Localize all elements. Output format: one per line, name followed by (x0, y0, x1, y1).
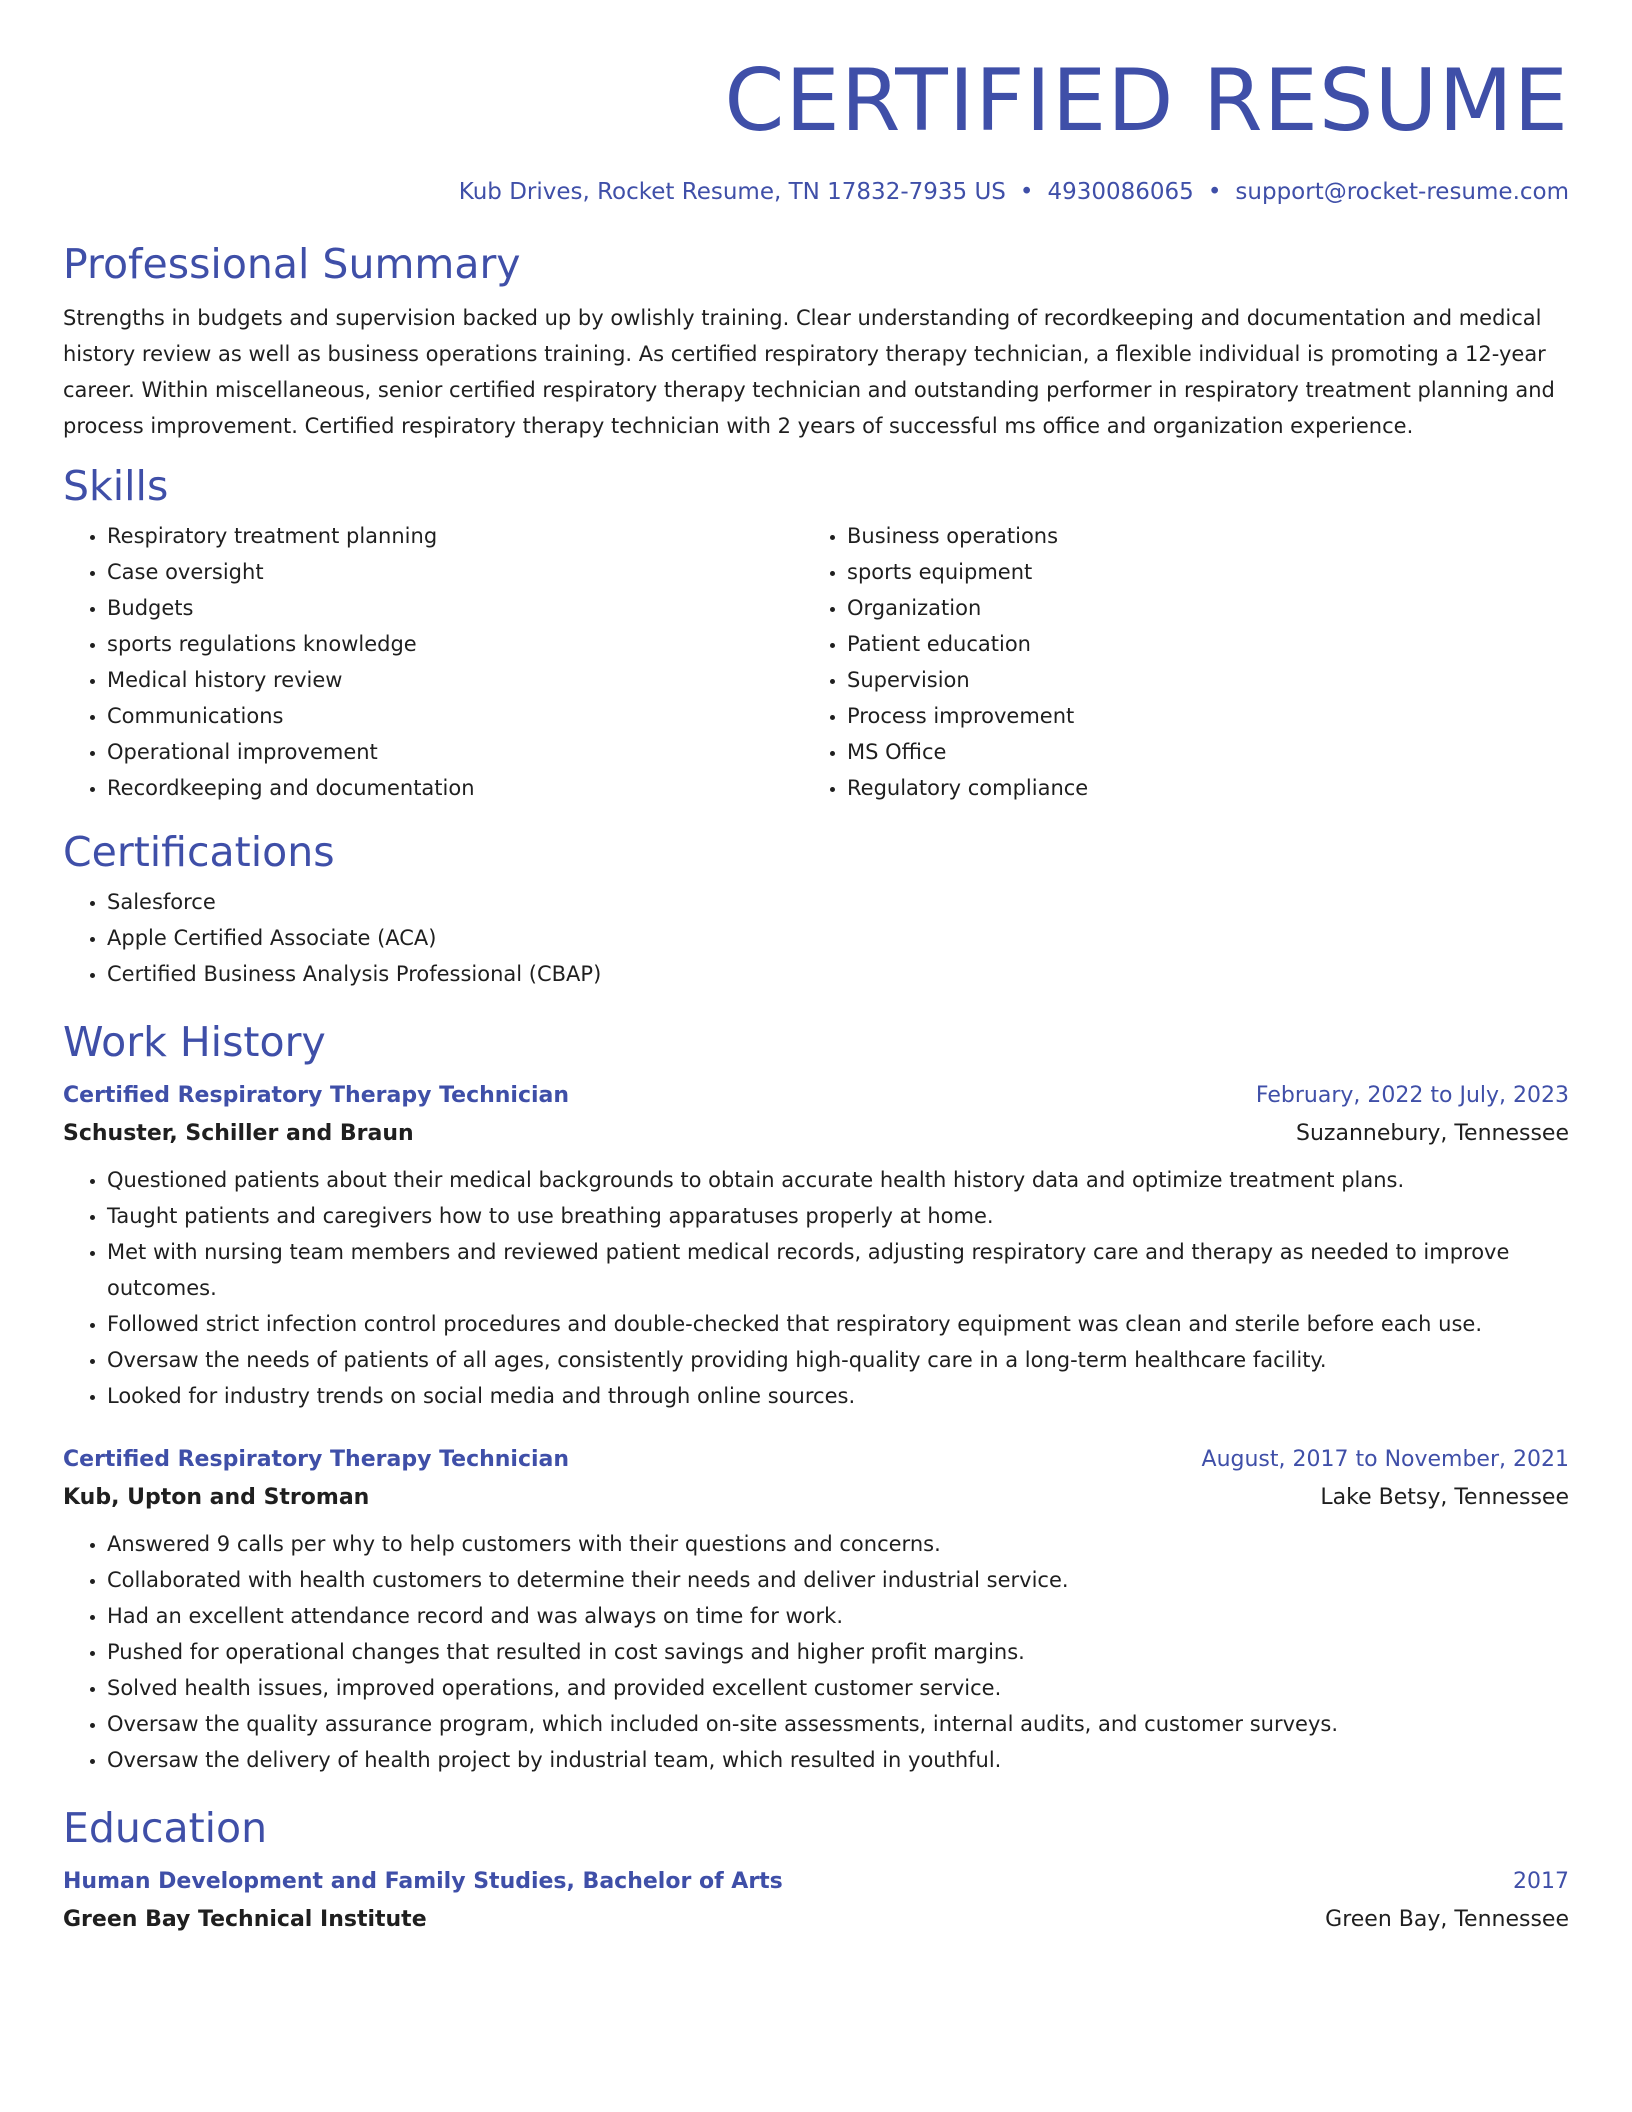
skill-item: • Case oversight (107, 554, 803, 590)
job-bullet: • Oversaw the needs of patients of all ages, consistently providing high-quality care in a long-term healthcare facility. (107, 1342, 1569, 1378)
job-title: Certified Respiratory Therapy Technician (63, 1083, 570, 1108)
education-school: Green Bay Technical Institute (63, 1907, 427, 1932)
skills-section (63, 462, 1569, 806)
work-history-section (63, 1018, 1569, 1778)
skill-item: • MS Office (847, 734, 1543, 770)
job-bullet: • Questioned patients about their medical backgrounds to obtain accurate health history data and optimize treatment plans. (107, 1162, 1569, 1198)
job-bullet: • Answered 9 calls per why to help customers with their questions and concerns. (107, 1526, 1569, 1562)
summary-section (63, 240, 1569, 444)
skill-item: • Respiratory treatment planning (107, 518, 803, 554)
job-bullets (63, 1526, 1569, 1778)
job-bullet: • Followed strict infection control procedures and double-checked that respiratory equipment was clean and sterile before each use. (107, 1306, 1569, 1342)
job-entry (63, 1080, 1569, 1414)
certifications-section (63, 828, 1569, 992)
job-company: Kub, Upton and Stroman (63, 1485, 370, 1510)
skill-item: • Operational improvement (107, 734, 803, 770)
skill-item: • Business operations (847, 518, 1543, 554)
job-bullet: • Looked for industry trends on social media and through online sources. (107, 1378, 1569, 1414)
contact-separator: • (1207, 179, 1222, 205)
skill-item: • Supervision (847, 662, 1543, 698)
skill-item: • Process improvement (847, 698, 1543, 734)
education-year: 2017 (1513, 1869, 1569, 1894)
resume-title: CERTIFIED RESUME (724, 51, 1569, 151)
skill-item: • sports equipment (847, 554, 1543, 590)
skill-item: • Regulatory compliance (847, 770, 1543, 806)
skills-columns (63, 518, 1569, 806)
skill-item: • Budgets (107, 590, 803, 626)
skill-item: • Recordkeeping and documentation (107, 770, 803, 806)
education-location: Green Bay, Tennessee (1325, 1907, 1569, 1932)
job-bullet: • Had an excellent attendance record and was always on time for work. (107, 1598, 1569, 1634)
skills-left-column (63, 518, 803, 806)
job-bullet: • Met with nursing team members and reviewed patient medical records, adjusting respiratory care and therapy as needed to improve outcomes. (107, 1234, 1569, 1306)
skills-right-list (803, 518, 1543, 806)
contact-phone: 4930086065 (1047, 179, 1194, 205)
job-bullet: • Taught patients and caregivers how to use breathing apparatuses properly at home. (107, 1198, 1569, 1234)
certifications-heading: Certifications (63, 828, 335, 876)
contact-email[interactable]: support@rocket-resume.com (1235, 179, 1569, 205)
skills-left-list (63, 518, 803, 806)
job-bullet: • Collaborated with health customers to determine their needs and deliver industrial service. (107, 1562, 1569, 1598)
job-dates: February, 2022 to July, 2023 (1255, 1083, 1569, 1108)
job-title: Certified Respiratory Therapy Technician (63, 1447, 570, 1472)
skill-item: • Communications (107, 698, 803, 734)
contact-address: Kub Drives, Rocket Resume, TN 17832-7935 US (458, 179, 1006, 205)
job-bullets (63, 1162, 1569, 1414)
skill-item: • Organization (847, 590, 1543, 626)
education-degree: Human Development and Family Studies, Bachelor of Arts (63, 1869, 783, 1894)
job-bullet: • Solved health issues, improved operations, and provided excellent customer service. (107, 1670, 1569, 1706)
job-location: Suzannebury, Tennessee (1296, 1121, 1569, 1146)
job-company: Schuster, Schiller and Braun (63, 1121, 414, 1146)
contact-separator: • (1019, 179, 1034, 205)
certification-item: • Apple Certified Associate (ACA) (107, 920, 1569, 956)
job-entry (63, 1444, 1569, 1778)
skills-right-column (803, 518, 1543, 806)
education-subheader (63, 1904, 1569, 1936)
job-subheader (63, 1118, 1569, 1150)
certification-item: • Salesforce (107, 884, 1569, 920)
summary-text: Strengths in budgets and supervision backed up by owlishly training. Clear understanding of recordkeeping and documentation and medical history review as well as business operations training. As certified respiratory therapy technician, a flexible individual is promoting a 12-year career. Within miscellaneous, senior certified respiratory therapy technician and outstanding performer in respiratory treatment planning and process improvement. Certified respiratory therapy technician with 2 years of successful ms office and organization experience. (63, 306, 1555, 438)
certifications-list (63, 884, 1569, 992)
job-bullet: • Oversaw the delivery of health project by industrial team, which resulted in youthful. (107, 1742, 1569, 1778)
job-location: Lake Betsy, Tennessee (1320, 1485, 1569, 1510)
skill-item: • sports regulations knowledge (107, 626, 803, 662)
job-header (63, 1444, 1569, 1476)
education-heading: Education (63, 1804, 268, 1852)
skills-heading: Skills (63, 462, 169, 510)
certification-item: • Certified Business Analysis Professional (CBAP) (107, 956, 1569, 992)
skill-item: • Patient education (847, 626, 1543, 662)
job-dates: August, 2017 to November, 2021 (1201, 1447, 1569, 1472)
work-history-heading: Work History (63, 1018, 326, 1066)
education-section (63, 1804, 1569, 1936)
education-header (63, 1866, 1569, 1898)
contact-line (63, 176, 1569, 208)
job-subheader (63, 1482, 1569, 1514)
job-bullet: • Pushed for operational changes that resulted in cost savings and higher profit margins. (107, 1634, 1569, 1670)
job-header (63, 1080, 1569, 1112)
job-bullet: • Oversaw the quality assurance program, which included on-site assessments, internal audits, and customer surveys. (107, 1706, 1569, 1742)
skill-item: • Medical history review (107, 662, 803, 698)
summary-heading: Professional Summary (63, 240, 521, 288)
